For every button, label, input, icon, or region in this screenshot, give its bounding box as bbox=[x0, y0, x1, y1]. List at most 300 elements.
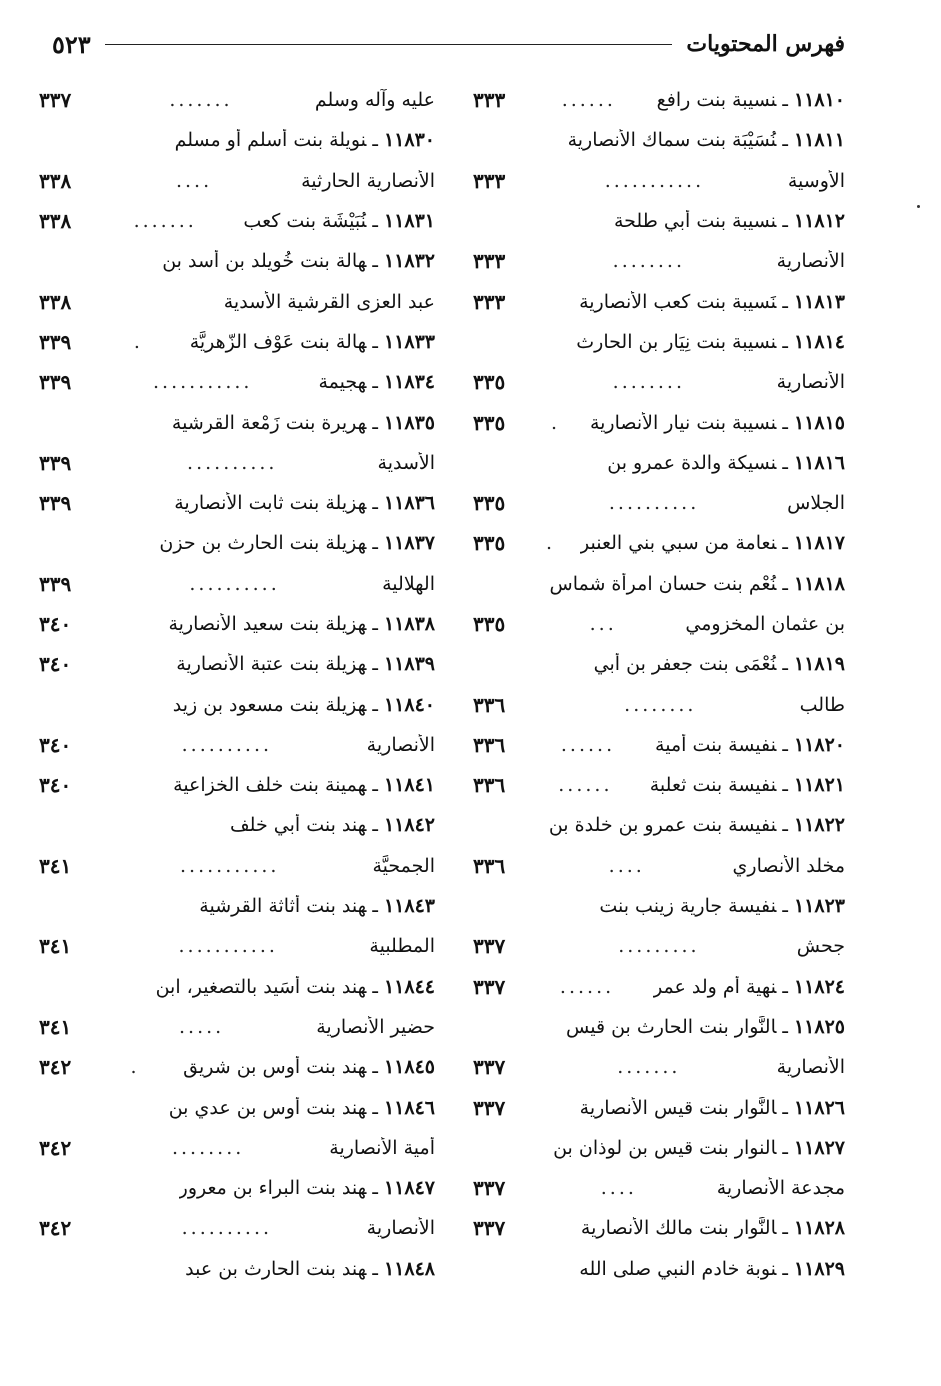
entry-leader-dots: ........... bbox=[178, 935, 278, 958]
entry-text-group bbox=[685, 613, 845, 635]
index-entry bbox=[39, 322, 435, 362]
entry-title: نُسَيْبَة بنت سماك الأنصارية bbox=[567, 129, 777, 152]
index-entry bbox=[39, 604, 435, 644]
entry-title: هزيلة بنت مسعود بن زيد bbox=[172, 693, 367, 716]
entry-text-group bbox=[301, 170, 435, 192]
entry-separator: ـ bbox=[782, 451, 788, 474]
entry-text-group bbox=[657, 89, 845, 111]
entry-leader-dots: ... bbox=[589, 613, 617, 635]
entry-page-number: ٣٤٠ bbox=[39, 612, 72, 636]
entry-number: ١١٨٣٤ bbox=[383, 371, 435, 394]
entry-number: ١١٨٢٧ bbox=[793, 1136, 845, 1159]
entry-separator: ـ bbox=[372, 814, 378, 837]
index-entry bbox=[473, 604, 845, 644]
entry-page-number: ٣٣٩ bbox=[39, 491, 72, 516]
index-entry bbox=[473, 443, 845, 483]
entry-title: الأنصارية bbox=[366, 733, 435, 756]
entry-text-group bbox=[553, 1137, 845, 1159]
entry-text-group bbox=[580, 532, 845, 554]
entry-leader-dots: ....... bbox=[617, 1056, 681, 1079]
entry-title: نُعْم بنت حسان امرأة شماس bbox=[549, 572, 777, 595]
index-entry bbox=[473, 523, 845, 563]
index-entry bbox=[473, 725, 845, 765]
entry-text-group bbox=[655, 734, 845, 756]
entry-separator: ـ bbox=[372, 613, 378, 635]
entry-text-group bbox=[185, 1258, 435, 1280]
index-entry bbox=[39, 483, 435, 523]
header-rule bbox=[105, 44, 673, 45]
index-entry bbox=[473, 926, 845, 966]
entry-number: ١١٨٣٣ bbox=[383, 330, 435, 353]
index-entry bbox=[39, 1208, 435, 1248]
index-entry bbox=[39, 684, 435, 724]
entry-title: نُعْمَى بنت جعفر بن أبي bbox=[593, 653, 777, 676]
index-entry bbox=[39, 402, 435, 442]
entry-page-number: ٣٣٧ bbox=[473, 1095, 506, 1120]
index-entry bbox=[39, 846, 435, 886]
entry-page-number: ٣٣٧ bbox=[39, 88, 72, 113]
entry-separator: ـ bbox=[372, 330, 378, 353]
entry-title: نسيبة بنت رافع bbox=[656, 89, 777, 112]
entry-title: نفيسة بنت عمرو بن خلدة بن bbox=[548, 814, 777, 837]
entry-page-number: ٣٤١ bbox=[39, 934, 72, 959]
entry-leader-dots: ..... bbox=[179, 1015, 225, 1038]
entry-leader-dots: ...... bbox=[560, 733, 616, 756]
index-entry bbox=[39, 886, 435, 926]
entry-text-group bbox=[173, 694, 435, 716]
entry-separator: ـ bbox=[782, 411, 788, 434]
entry-text-group bbox=[382, 573, 435, 595]
index-entry bbox=[39, 80, 435, 120]
index-entry bbox=[473, 281, 845, 321]
entry-text-group bbox=[172, 412, 435, 434]
entry-text-group bbox=[717, 1177, 845, 1199]
entry-page-number: ٣٣٧ bbox=[473, 934, 506, 959]
entry-separator: ـ bbox=[782, 89, 788, 112]
entry-number: ١١٨٣٥ bbox=[383, 411, 435, 434]
entry-title: الجمحيَّة bbox=[372, 854, 435, 877]
entry-page-number: ٣٣٥ bbox=[473, 491, 506, 516]
index-entry bbox=[39, 1249, 435, 1289]
entry-text-group bbox=[175, 129, 435, 151]
entry-title: هند بنت أبي خلف bbox=[230, 814, 367, 837]
entry-leader-dots: .... bbox=[608, 854, 645, 877]
entry-title: نسيكة والدة عمرو بن bbox=[607, 451, 777, 474]
entry-title: مجدعة الأنصارية bbox=[716, 1177, 845, 1200]
entry-number: ١١٨١٠ bbox=[793, 89, 845, 112]
entry-title: نسيبة بنت نيار الأنصارية bbox=[589, 411, 777, 434]
page-number: ٥٢٣ bbox=[52, 29, 91, 59]
entry-number: ١١٨١٢ bbox=[793, 210, 845, 233]
entry-separator: ـ bbox=[372, 693, 378, 716]
entry-text-group bbox=[568, 129, 845, 151]
entry-number: ١١٨٣٠ bbox=[383, 129, 435, 152]
entry-text-group bbox=[367, 1217, 435, 1239]
entry-title: هند بنت أُسَيد بالتصغير، ابن bbox=[155, 975, 367, 998]
entry-number: ١١٨٣٩ bbox=[383, 653, 435, 676]
entry-text-group bbox=[607, 452, 845, 474]
entry-page-number: ٣٣٦ bbox=[473, 773, 506, 798]
entry-number: ١١٨٤٤ bbox=[383, 975, 435, 998]
entry-title: نُبَيْشَة بنت كعب bbox=[243, 210, 367, 233]
index-entry bbox=[473, 362, 845, 402]
entry-separator: ـ bbox=[782, 1096, 788, 1119]
entry-text-group bbox=[316, 1016, 435, 1038]
entry-separator: ـ bbox=[372, 1096, 378, 1119]
entry-page-number: ٣٣٣ bbox=[473, 168, 506, 193]
entry-text-group bbox=[581, 1217, 845, 1239]
entry-separator: ـ bbox=[782, 1136, 788, 1159]
entry-page-number: ٣٤٢ bbox=[39, 1055, 72, 1080]
entry-text-group bbox=[174, 492, 435, 514]
entry-text-group bbox=[550, 573, 846, 595]
entry-leader-dots: ....... bbox=[133, 210, 197, 233]
index-entry bbox=[473, 564, 845, 604]
entry-number: ١١٨٢٥ bbox=[793, 1015, 845, 1038]
entry-separator: ـ bbox=[372, 492, 378, 515]
entry-title: مخلد الأنصاري bbox=[732, 854, 845, 877]
entry-separator: ـ bbox=[782, 653, 788, 676]
entry-text-group bbox=[162, 250, 435, 272]
entry-page-number: ٣٣٨ bbox=[39, 289, 72, 314]
entry-text-group bbox=[580, 1097, 845, 1119]
entry-page-number: ٣٤٠ bbox=[39, 732, 72, 757]
entry-leader-dots: .... bbox=[600, 1177, 637, 1200]
entry-number: ١١٨١١ bbox=[793, 129, 845, 152]
entry-text-group bbox=[549, 814, 845, 836]
entry-leader-dots: .......... bbox=[608, 492, 700, 515]
entry-leader-dots: .... bbox=[175, 169, 213, 192]
entry-title: بن عثمان المخزومي bbox=[685, 613, 845, 635]
entry-text-group bbox=[599, 895, 845, 917]
entry-separator: ـ bbox=[372, 532, 378, 555]
entry-text-group bbox=[176, 653, 435, 675]
entry-separator: ـ bbox=[372, 1177, 378, 1200]
entry-text-group bbox=[566, 1016, 845, 1038]
entry-title: النوار بنت قيس بن لوذان بن bbox=[553, 1136, 777, 1159]
entry-title: الأوسية bbox=[787, 169, 845, 192]
entry-title: أمية الأنصارية bbox=[329, 1136, 435, 1159]
entry-leader-dots: ........... bbox=[604, 169, 705, 192]
entry-leader-dots: .......... bbox=[181, 733, 273, 756]
entry-number: ١١٨٣٧ bbox=[383, 532, 435, 555]
entry-number: ١١٨٢٤ bbox=[793, 975, 845, 998]
index-entry bbox=[39, 1007, 435, 1047]
entry-page-number: ٣٤١ bbox=[39, 853, 72, 878]
entry-title: نفيسة جارية زينب بنت bbox=[599, 895, 777, 918]
entry-page-number: ٣٤٢ bbox=[39, 1216, 72, 1241]
entry-number: ١١٨٤٧ bbox=[383, 1177, 435, 1200]
index-entry bbox=[473, 1168, 845, 1208]
entry-separator: ـ bbox=[782, 1217, 788, 1240]
entry-number: ١١٨٤٨ bbox=[383, 1257, 435, 1280]
entry-text-group bbox=[179, 1177, 435, 1199]
index-entry bbox=[39, 1087, 435, 1127]
entry-text-group bbox=[614, 210, 845, 232]
entry-title: هند بنت أوس بن شريق bbox=[183, 1056, 367, 1079]
entry-separator: ـ bbox=[782, 330, 788, 353]
entry-title: الأسدية bbox=[377, 451, 435, 474]
index-entry bbox=[39, 564, 435, 604]
entry-page-number: ٣٣٦ bbox=[473, 732, 506, 757]
index-entry bbox=[473, 1007, 845, 1047]
entry-text-group bbox=[173, 774, 435, 796]
entry-page-number: ٣٣٥ bbox=[473, 410, 506, 435]
entry-title: نسيبة بنت نِيَار بن الحارث bbox=[576, 330, 777, 353]
entry-leader-dots: ........ bbox=[624, 693, 697, 716]
entry-leader-dots: . bbox=[133, 330, 143, 353]
entry-number: ١١٨٣١ bbox=[383, 210, 435, 233]
entry-number: ١١٨٣٢ bbox=[383, 250, 435, 273]
entry-leader-dots: ........... bbox=[180, 854, 280, 877]
entry-leader-dots: . bbox=[550, 411, 560, 434]
left-column bbox=[39, 80, 435, 1289]
entry-title: نويلة بنت أسلم أو مسلم bbox=[174, 129, 367, 152]
right-column bbox=[473, 80, 845, 1289]
entry-text-group bbox=[156, 976, 435, 998]
index-entry bbox=[39, 443, 435, 483]
entry-text-group bbox=[190, 331, 435, 353]
index-entry bbox=[473, 201, 845, 241]
entry-title: النَّوار بنت قيس الأنصارية bbox=[579, 1096, 777, 1119]
entry-text-group bbox=[579, 291, 845, 313]
entry-separator: ـ bbox=[782, 814, 788, 837]
entry-text-group bbox=[329, 1137, 435, 1159]
entry-title: همينة بنت خلف الخزاعية bbox=[173, 774, 367, 797]
entry-separator: ـ bbox=[782, 774, 788, 797]
entry-page-number: ٣٣٣ bbox=[473, 289, 506, 314]
entry-title: هند بنت البراء بن معرور bbox=[178, 1177, 367, 1200]
entry-number: ١١٨٤٠ bbox=[383, 693, 435, 716]
index-entry bbox=[39, 644, 435, 684]
entry-leader-dots: ...... bbox=[561, 89, 616, 112]
entry-text-group bbox=[579, 1258, 845, 1280]
index-entry bbox=[39, 201, 435, 241]
index-entry bbox=[473, 241, 845, 281]
entry-separator: ـ bbox=[782, 975, 788, 998]
entry-leader-dots: ...... bbox=[558, 774, 613, 797]
entry-number: ١١٨١٨ bbox=[793, 572, 845, 595]
entry-number: ١١٨٤٣ bbox=[383, 895, 435, 918]
entry-text-group bbox=[369, 935, 435, 957]
entry-title: هجيمة bbox=[318, 371, 367, 394]
entry-leader-dots: .......... bbox=[189, 572, 280, 595]
entry-page-number: ٣٣٧ bbox=[473, 1055, 506, 1080]
entry-number: ١١٨١٤ bbox=[793, 330, 845, 353]
index-entry bbox=[39, 805, 435, 845]
entry-title: هريرة بنت زَمْعة القرشية bbox=[171, 411, 367, 434]
entry-text-group bbox=[653, 976, 845, 998]
entry-title: نهية أم ولد عمر bbox=[653, 975, 777, 998]
index-entry bbox=[39, 967, 435, 1007]
entry-title: نعامة من سبي بني العنبر bbox=[580, 532, 777, 555]
entry-page-number: ٣٣٩ bbox=[39, 450, 72, 475]
entry-page-number: ٣٣٥ bbox=[473, 612, 506, 636]
index-entry bbox=[39, 161, 435, 201]
entry-number: ١١٨٢٩ bbox=[793, 1257, 845, 1280]
entry-title: هالة بنت عَوْف الزّهريَّة bbox=[189, 330, 367, 353]
index-entry bbox=[473, 161, 845, 201]
entry-leader-dots: . bbox=[130, 1056, 140, 1079]
entry-page-number: ٣٣٣ bbox=[473, 249, 506, 274]
entry-separator: ـ bbox=[372, 1056, 378, 1079]
entry-separator: ـ bbox=[372, 653, 378, 676]
entry-title: الأنصارية bbox=[366, 1217, 435, 1240]
entry-leader-dots: ......... bbox=[618, 935, 700, 958]
entry-text-group bbox=[224, 291, 435, 313]
entry-text-group bbox=[159, 532, 435, 554]
entry-separator: ـ bbox=[782, 1015, 788, 1038]
entry-title: الهلالية bbox=[382, 572, 435, 595]
entry-title: هزيلة بنت الحارث بن حزن bbox=[159, 532, 367, 555]
index-entry bbox=[473, 120, 845, 160]
entry-text-group bbox=[788, 170, 845, 192]
entry-text-group bbox=[169, 1097, 435, 1119]
index-entry bbox=[39, 1168, 435, 1208]
entry-title: الأنصارية bbox=[776, 1056, 845, 1079]
entry-text-group bbox=[797, 935, 845, 957]
entry-number: ١١٨٤٢ bbox=[383, 814, 435, 837]
entry-page-number: ٣٣٨ bbox=[39, 209, 72, 234]
entry-title: هزيلة بنت سعيد الأنصارية bbox=[168, 613, 367, 635]
entry-page-number: ٣٤٠ bbox=[39, 773, 72, 798]
entry-title: النَّوار بنت الحارث بن قيس bbox=[565, 1015, 777, 1038]
index-entry bbox=[473, 1047, 845, 1087]
page-header bbox=[52, 22, 845, 66]
entry-number: ١١٨١٩ bbox=[793, 653, 845, 676]
entry-separator: ـ bbox=[782, 532, 788, 555]
entry-number: ١١٨٢٣ bbox=[793, 895, 845, 918]
entry-leader-dots: ...... bbox=[559, 975, 615, 998]
entry-text-group bbox=[590, 412, 845, 434]
entry-title: حضير الأنصارية bbox=[316, 1015, 435, 1038]
index-entry bbox=[473, 322, 845, 362]
entry-separator: ـ bbox=[782, 129, 788, 152]
entry-number: ١١٨٢٢ bbox=[793, 814, 845, 837]
entry-separator: ـ bbox=[372, 895, 378, 918]
entry-number: ١١٨٢٨ bbox=[793, 1217, 845, 1240]
entry-separator: ـ bbox=[782, 895, 788, 918]
entry-text-group bbox=[800, 694, 845, 716]
index-entry bbox=[39, 1128, 435, 1168]
entry-separator: ـ bbox=[782, 1257, 788, 1280]
entry-number: ١١٨١٥ bbox=[793, 411, 845, 434]
entry-number: ١١٨٢٠ bbox=[793, 733, 845, 756]
entry-separator: ـ bbox=[372, 411, 378, 434]
entry-title: الجلاس bbox=[787, 492, 845, 515]
entry-separator: ـ bbox=[372, 371, 378, 394]
index-entry bbox=[473, 483, 845, 523]
entry-separator: ـ bbox=[372, 250, 378, 273]
entry-title: نوبة خادم النبي صلى الله bbox=[579, 1257, 777, 1280]
entry-title: هالة بنت خُويلد بن أسد بن bbox=[162, 250, 367, 273]
index-entry bbox=[473, 80, 845, 120]
entry-page-number: ٣٣٩ bbox=[39, 329, 72, 354]
entry-separator: ـ bbox=[372, 210, 378, 233]
entry-title: نَسيبة بنت كعب الأنصارية bbox=[579, 290, 777, 313]
entry-title: النَّوار بنت مالك الأنصارية bbox=[580, 1217, 777, 1240]
entry-number: ١١٨٤٥ bbox=[383, 1056, 435, 1079]
entry-number: ١١٨٤١ bbox=[383, 774, 435, 797]
entry-title: هزيلة بنت ثابت الأنصارية bbox=[174, 492, 367, 515]
entry-title: نفيسة بنت ثعلبة bbox=[649, 774, 777, 797]
entry-number: ١١٨٤٦ bbox=[383, 1096, 435, 1119]
entry-title: جحش bbox=[796, 935, 845, 958]
entry-page-number: ٣٣٥ bbox=[473, 370, 506, 395]
entry-page-number: ٣٣٦ bbox=[473, 853, 506, 878]
entry-separator: ـ bbox=[782, 572, 788, 595]
entry-page-number: ٣٤٠ bbox=[39, 652, 72, 677]
entry-separator: ـ bbox=[372, 129, 378, 152]
entry-text-group bbox=[315, 89, 435, 111]
index-entry bbox=[39, 120, 435, 160]
entry-number: ١١٨١٧ bbox=[793, 532, 845, 555]
entry-number: ١١٨١٦ bbox=[793, 451, 845, 474]
entry-text-group bbox=[787, 492, 845, 514]
entry-text-group bbox=[576, 331, 845, 353]
entry-separator: ـ bbox=[372, 1257, 378, 1280]
index-entry bbox=[39, 523, 435, 563]
index-entry bbox=[39, 926, 435, 966]
index-entry bbox=[473, 967, 845, 1007]
entry-leader-dots: ........ bbox=[171, 1136, 245, 1159]
entry-page-number: ٣٣٥ bbox=[473, 531, 506, 556]
entry-page-number: ٣٣٩ bbox=[39, 571, 72, 596]
entry-number: ١١٨٣٦ bbox=[383, 492, 435, 515]
entry-number: ١١٨٣٨ bbox=[383, 613, 435, 635]
index-entry bbox=[39, 241, 435, 281]
entry-text-group bbox=[378, 452, 435, 474]
entry-text-group bbox=[777, 371, 845, 393]
index-entry bbox=[39, 362, 435, 402]
index-entry bbox=[39, 281, 435, 321]
entry-text-group bbox=[199, 895, 435, 917]
entry-page-number: ٣٣٧ bbox=[473, 1176, 506, 1201]
index-entry bbox=[473, 684, 845, 724]
entry-page-number: ٣٤١ bbox=[39, 1014, 72, 1039]
entry-text-group bbox=[318, 371, 435, 393]
entry-leader-dots: ........ bbox=[612, 250, 685, 273]
entry-page-number: ٣٣٩ bbox=[39, 370, 72, 395]
entry-page-number: ٣٣٨ bbox=[39, 168, 72, 193]
entry-leader-dots: .......... bbox=[181, 1217, 273, 1240]
index-entry bbox=[473, 805, 845, 845]
index-entry bbox=[473, 402, 845, 442]
entry-leader-dots: ........... bbox=[153, 371, 253, 394]
entry-text-group bbox=[733, 855, 845, 877]
entry-separator: ـ bbox=[782, 733, 788, 756]
entry-text-group bbox=[367, 734, 435, 756]
entry-title: هزيلة بنت عتبة الأنصارية bbox=[176, 653, 367, 676]
index-entry bbox=[473, 644, 845, 684]
entry-leader-dots: ....... bbox=[169, 89, 233, 112]
entry-leader-dots: .......... bbox=[187, 451, 278, 474]
entry-number: ١١٨١٣ bbox=[793, 290, 845, 313]
page-title: فهرس المحتويات bbox=[686, 31, 845, 57]
entry-page-number: ٣٣٧ bbox=[473, 1216, 506, 1241]
entry-title: نفيسة بنت أمية bbox=[655, 733, 777, 756]
entry-text-group bbox=[372, 855, 435, 877]
entry-leader-dots: ........ bbox=[612, 371, 685, 394]
entry-text-group bbox=[777, 1056, 845, 1078]
entry-title: المطلبية bbox=[369, 935, 435, 958]
entry-title: الأنصارية bbox=[776, 250, 845, 273]
entry-text-group bbox=[243, 210, 435, 232]
entry-separator: ـ bbox=[782, 290, 788, 313]
index-entry bbox=[473, 1087, 845, 1127]
entry-text-group bbox=[168, 613, 435, 635]
entry-title: طالب bbox=[799, 693, 845, 716]
